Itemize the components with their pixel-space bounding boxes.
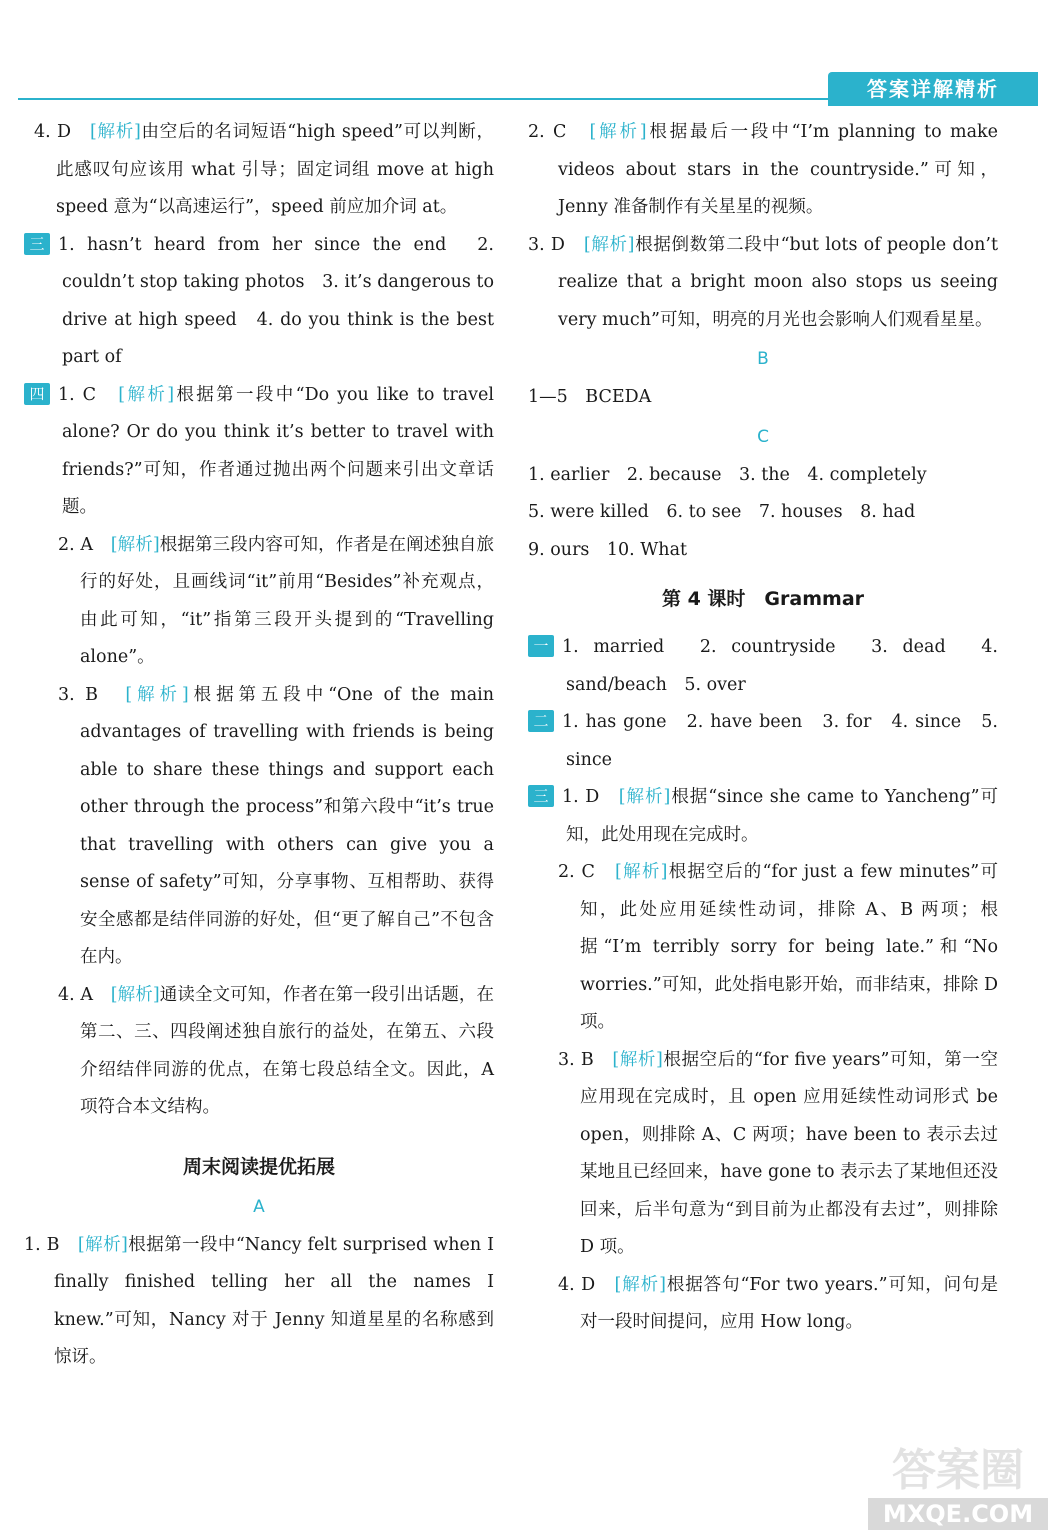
analysis-tag: [解析] bbox=[125, 684, 189, 705]
analysis-tag: [解析] bbox=[612, 1049, 663, 1070]
header-title: 答案详解精析 bbox=[828, 72, 1038, 106]
analysis-tag: [解析] bbox=[583, 234, 635, 255]
header-rule bbox=[18, 98, 840, 100]
answer-line: 1—5 BCEDA bbox=[528, 387, 652, 407]
answer-line: 1. earlier 2. because 3. the 4. completely bbox=[528, 464, 927, 485]
site-watermark bbox=[868, 1440, 1048, 1532]
section-number-badge: 一 bbox=[528, 635, 554, 657]
answer-line: 5. were killed 6. to see 7. houses 8. had bbox=[528, 502, 916, 522]
analysis-tag: [解析] bbox=[618, 787, 671, 807]
answer-item: 2. A [解析]根据第三段内容可知，作者是在阐述独自旅行的好处，且画线词“it”前用“Besides”补充观点，由此可知，“it”指第三段开头提到的“Travelling alone”。 bbox=[58, 534, 495, 667]
answer-item: 2. C [解析]根据最后一段中“I’m planning to make videos about stars in the countryside.”可知，Jenny 准备制作有关星星的视频。 bbox=[528, 122, 999, 217]
section-three-answers: 三 1. hasn’t heard from her since the end 2. couldn’t stop taking photos 3. it’s dangerous to drive at high speed 4. do you think is the best part of bbox=[24, 227, 494, 377]
left-column bbox=[24, 114, 494, 1377]
section-heading: 第 4 课时 Grammar bbox=[661, 588, 865, 610]
analysis-tag: [解析] bbox=[589, 122, 647, 142]
analysis-tag: [解析] bbox=[118, 384, 175, 405]
subsection-label: C bbox=[757, 426, 769, 447]
section-four-answer: 四 1. C [解析]根据第一段中“Do you like to travel alone? Or do you think it’s better to travel with friends?”可知，作者通过抛出两个问题来引出文章话题。 bbox=[24, 377, 494, 527]
answer-item: 2. C [解析]根据空后的“for just a few minutes”可知，此处应用延续性动词，排除 A、B 两项；根据“I’m terribly sorry for being late.”和“No worries.”可知，此处指电影开始，而非结束，排除 D 项。 bbox=[558, 862, 998, 1032]
analysis-tag: [解析] bbox=[89, 122, 141, 142]
section-number-badge: 二 bbox=[528, 710, 554, 732]
subsection-label: B bbox=[757, 349, 769, 369]
answer-line: 9. ours 10. What bbox=[528, 539, 688, 560]
answer-item: 4. D [解析]根据答句“For two years.”可知，问句是对一段时间提问，应用 How long。 bbox=[558, 1274, 998, 1332]
answer-item: 3. B [解析]根据空后的“for five years”可知，第一空应用现在完成时，且 open 应用延续性动词形式 be open，则排除 A、C 两项；have been to 表示去过某地且已经回来，have gone to 表示去了某地但还没回来，后半句意为“到目前为止都没有去过”，则排除 D 项。 bbox=[558, 1049, 998, 1257]
answer-item: 3. B [解析]根据第五段中“One of the main advantages of travelling with friends is being able to share these things and support each other through the process”和第六段中“it’s true that travelling with others can give you a sense of safety”可知，分享事物、互相帮助、获得安全感都是结伴同游的好处，但“更了解自己”不包含在内。 bbox=[58, 684, 495, 967]
right-column bbox=[528, 114, 998, 1342]
section-number-badge: 四 bbox=[24, 383, 50, 405]
section-one-answers: 一 1. married 2. countryside 3. dead 4. sand/beach 5. over bbox=[528, 629, 998, 704]
answer-item: 3. D [解析]根据倒数第二段中“but lots of people don’t realize that a bright moon also stops us seeing very much”可知，明亮的月光也会影响人们观看星星。 bbox=[528, 234, 999, 330]
watermark-logo-text: 答案圈 bbox=[892, 1445, 1024, 1496]
section-number-badge: 三 bbox=[24, 233, 50, 255]
section-three-answer: 三 1. D [解析]根据“since she came to Yancheng”可知，此处用现在完成时。 bbox=[528, 779, 998, 854]
answer-item: 4. D [解析]由空后的名词短语“high speed”可以判断，此感叹句应该用 what 引导；固定词组 move at high speed 意为“以高速运行”，speed 前应加介词 at。 bbox=[34, 122, 495, 217]
section-two-answers: 二 1. has gone 2. have been 3. for 4. since 5. since bbox=[528, 704, 998, 779]
answer-item: 4. A [解析]通读全文可知，作者在第一段引出话题，在第二、三、四段阐述独自旅行的益处，在第五、六段介绍结伴同游的优点，在第七段总结全文。因此，A 项符合本文结构。 bbox=[58, 984, 495, 1117]
analysis-tag: [解析] bbox=[110, 984, 160, 1005]
section-heading: 周末阅读提优拓展 bbox=[182, 1155, 335, 1178]
analysis-tag: [解析] bbox=[614, 862, 668, 882]
answer-item: 1. B [解析]根据第一段中“Nancy felt surprised when I finally finished telling her all the names I knew.”可知，Nancy 对于 Jenny 知道星星的名称感到惊讶。 bbox=[24, 1234, 495, 1367]
subsection-label: A bbox=[253, 1196, 265, 1217]
analysis-tag: [解析] bbox=[614, 1274, 666, 1295]
watermark-url: MXQE.COM bbox=[868, 1498, 1048, 1530]
analysis-tag: [解析] bbox=[110, 534, 160, 555]
section-number-badge: 三 bbox=[528, 785, 554, 807]
analysis-tag: [解析] bbox=[77, 1234, 128, 1255]
